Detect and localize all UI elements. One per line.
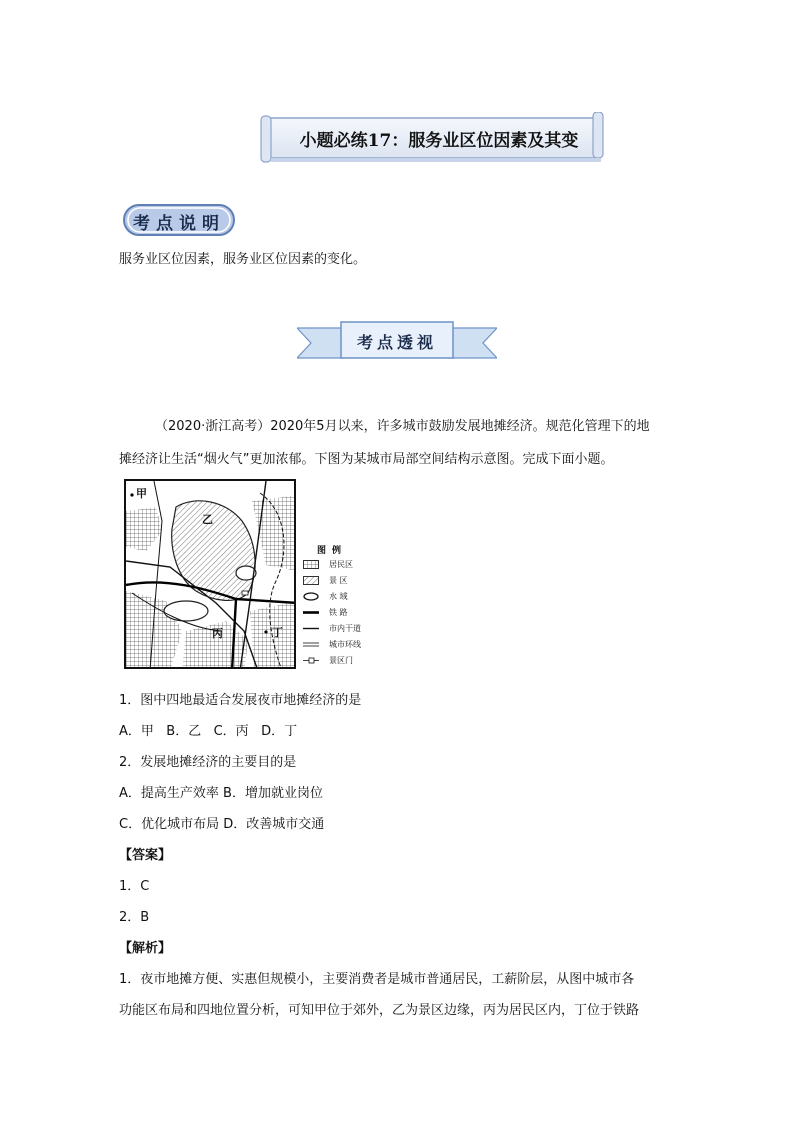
ring-road-icon bbox=[303, 640, 319, 649]
legend-title: 图例 bbox=[317, 546, 348, 556]
question-2-stem: 2．发展地摊经济的主要目的是 bbox=[119, 755, 297, 770]
railway-icon bbox=[303, 608, 319, 617]
map-label-ding: 丁 bbox=[272, 626, 283, 639]
section-badge-label: 考点说明 bbox=[133, 214, 225, 234]
map-label-yi: 乙 bbox=[202, 513, 213, 526]
city-structure-map bbox=[124, 479, 296, 669]
analysis-line-2: 功能区布局和四地位置分析，可知甲位于郊外，乙为景区边缘，丙为居民区内，丁位于铁路 bbox=[119, 1003, 640, 1018]
question-1-stem: 1．图中四地最适合发展夜市地摊经济的是 bbox=[119, 693, 362, 708]
map-label-jia: 甲 bbox=[136, 487, 147, 500]
analysis-label: 【解析】 bbox=[119, 941, 172, 956]
section-badge-explanation bbox=[122, 203, 236, 237]
legend-item: 城市环线 bbox=[303, 638, 373, 652]
intro-line-2: 摊经济让生活“烟火气”更加浓郁。下图为某城市局部空间结构示意图。完成下面小题。 bbox=[119, 452, 614, 467]
intro-line-1 bbox=[119, 411, 679, 442]
question-1-options: A．甲 B．乙 C．丙 D．丁 bbox=[119, 724, 298, 739]
legend-item: 水 域 bbox=[303, 590, 373, 604]
map-legend bbox=[303, 543, 373, 673]
scenic-area-icon bbox=[303, 576, 319, 585]
answer-label: 【答案】 bbox=[119, 848, 172, 863]
legend-item: 市内干道 bbox=[303, 622, 373, 636]
legend-item: 景 区 bbox=[303, 574, 373, 588]
residential-icon bbox=[303, 560, 319, 569]
section-ribbon-label: 考点透视 bbox=[356, 333, 437, 352]
intro-source: （2020·浙江高考） bbox=[155, 419, 271, 434]
map-label-bing: 丙 bbox=[212, 627, 223, 640]
question-2-options-1: A．提高生产效率 B．增加就业岗位 bbox=[119, 786, 323, 801]
intro-text-1: 2020年5月以来，许多城市鼓励发展地摊经济。规范化管理下的地 bbox=[270, 419, 650, 434]
section-explanation-text: 服务业区位因素，服务业区位因素的变化。 bbox=[119, 252, 367, 267]
map-drawing-icon bbox=[126, 481, 296, 669]
water-icon bbox=[303, 592, 319, 601]
section-ribbon-insight bbox=[297, 320, 497, 364]
answer-item-1: 1．C bbox=[119, 879, 150, 894]
legend-item: 景区门 bbox=[303, 654, 373, 668]
main-road-icon bbox=[303, 624, 319, 633]
title-banner bbox=[257, 112, 605, 164]
answer-item-2: 2．B bbox=[119, 910, 150, 925]
scenic-gate-icon bbox=[303, 656, 319, 665]
legend-item: 铁 路 bbox=[303, 606, 373, 620]
page-title: 小题必练17：服务业区位因素及其变 bbox=[299, 131, 579, 151]
analysis-line-1: 1．夜市地摊方便、实惠但规模小，主要消费者是城市普通居民，工薪阶层，从图中城市各 bbox=[119, 972, 635, 987]
legend-item: 居民区 bbox=[303, 558, 373, 572]
question-2-options-2: C．优化城市布局 D．改善城市交通 bbox=[119, 817, 325, 832]
